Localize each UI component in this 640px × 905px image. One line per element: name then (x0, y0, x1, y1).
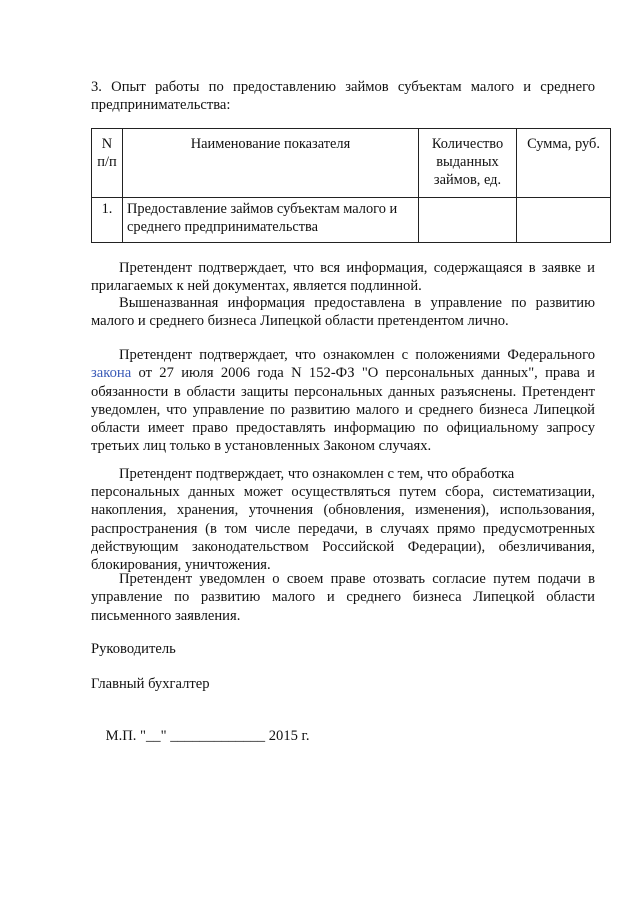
section-heading-cont (91, 96, 595, 114)
cell-num: 1. (92, 198, 123, 243)
stamp-date-line (91, 709, 595, 764)
header-num: N п/п (92, 129, 123, 198)
paragraph-info-provided (91, 294, 595, 331)
section-heading-line1: 3. Опыт работы по предоставлению займов субъектам малого и среднего (91, 79, 595, 95)
table-row (92, 198, 611, 243)
signature-head (91, 640, 595, 658)
paragraph-processing-text: персональных данных может осуществляться путем сбора, систематизации, накопления, хранения, уточнения (обновления, изменения), использования, распространения (в том числе передачи, в случаях прямо предусмотренных действующим законодательством Российской Федерации), обезличивания, блокирования, уничтожения. (91, 484, 595, 574)
paragraph-personal-data-start: Претендент подтверждает, что ознакомлен с положениями Федерального (119, 347, 595, 363)
table-header-row (92, 129, 611, 198)
header-count: Количество выданных займов, ед. (419, 129, 517, 198)
cell-name: Предоставление займов субъектам малого и среднего предпринимательства (123, 198, 419, 243)
header-sum: Сумма, руб. (517, 129, 611, 198)
header-name: Наименование показателя (123, 129, 419, 198)
paragraph-authenticity-text: Претендент подтверждает, что вся информация, содержащаяся в заявке и прилагаемых к ней документах, является подлинной. (91, 260, 595, 295)
stamp-date-text: М.П. "__" _____________ 2015 г. (105, 728, 310, 745)
paragraph-processing-first-line (91, 465, 595, 483)
signature-accountant (91, 675, 595, 693)
paragraph-personal-data (91, 346, 595, 456)
cell-count (419, 198, 517, 243)
paragraph-consent-withdrawal (91, 570, 595, 625)
cell-sum (517, 198, 611, 243)
indicators-table (91, 128, 611, 243)
paragraph-processing (91, 483, 595, 574)
paragraph-consent-withdrawal-text: Претендент уведомлен о своем праве отозвать согласие путем подачи в управление по развитию малого и среднего бизнеса Липецкой области письменного заявления. (91, 571, 595, 624)
paragraph-personal-data-end: от 27 июля 2006 года N 152-ФЗ "О персональных данных", права и обязанности в области защиты персональных данных разъяснены. Претендент уведомлен, что управление по развитию малого и среднего бизнеса Липецкой области имеет право предоставлять информацию по официальному запросу третьих лиц только в установленных Законом случаях. (91, 365, 595, 455)
paragraph-info-provided-text: Вышеназванная информация предоставлена в управление по развитию малого и среднего бизнеса Липецкой области претендентом лично. (91, 295, 595, 330)
paragraph-processing-line1: Претендент подтверждает, что ознакомлен с тем, что обработка (119, 466, 515, 482)
signature-accountant-label: Главный бухгалтер (91, 676, 210, 692)
section-heading-line2: предпринимательства: (91, 97, 231, 113)
paragraph-authenticity (91, 259, 595, 296)
signature-head-label: Руководитель (91, 641, 176, 657)
section-heading (91, 78, 595, 96)
law-link[interactable]: закона (91, 365, 132, 382)
